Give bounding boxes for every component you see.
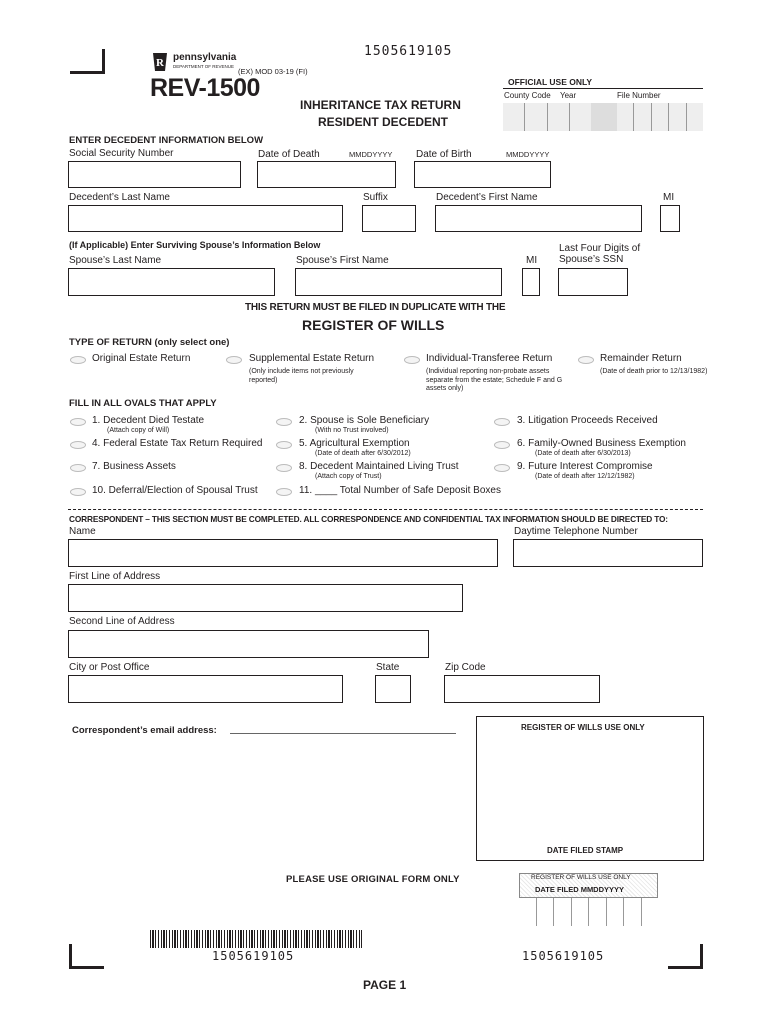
addr1-input[interactable] [68, 584, 463, 612]
original-form-notice: PLEASE USE ORIGINAL FORM ONLY [286, 874, 460, 885]
email-input-line[interactable] [230, 733, 456, 734]
item-7-oval[interactable] [70, 464, 86, 472]
addr2-label: Second Line of Address [69, 616, 175, 627]
small-register-title: REGISTER OF WILLS USE ONLY [531, 874, 631, 881]
barcode-text: 1505619105 [212, 949, 295, 963]
spouse-mi-label: MI [526, 255, 538, 266]
item-5-note: (Date of death after 6/30/2012) [315, 450, 411, 457]
official-use-boxes [503, 103, 703, 131]
item-6-oval[interactable] [494, 441, 510, 449]
official-use-rule [503, 88, 703, 89]
item-3-label: 3. Litigation Proceeds Received [517, 415, 658, 426]
corner-mark-bottom-left [69, 944, 104, 969]
year-label: Year [560, 91, 577, 100]
date-filed-stamp: DATE FILED STAMP [547, 846, 624, 855]
individual-transferee-label: Individual-Transferee Return [426, 353, 553, 364]
correspondent-title: CORRESPONDENT – THIS SECTION MUST BE COMPLETED. ALL CORRESPONDENCE AND CONFIDENTIAL TAX INFORMATION SHOULD BE DIRECTED TO: [69, 514, 668, 524]
spouse-mi-input[interactable] [522, 268, 540, 296]
register-of-wills-heading: REGISTER OF WILLS [302, 317, 445, 333]
keystone-icon [150, 52, 170, 72]
dob-label: Date of Birth [416, 149, 472, 160]
item-11-label: 11. ____ Total Number of Safe Deposit Boxes [299, 485, 501, 496]
date-filed-label: DATE FILED MMDDYYYY [535, 885, 625, 894]
item-8-label: 8. Decedent Maintained Living Trust [299, 461, 459, 472]
city-label: City or Post Office [69, 662, 150, 673]
phone-label: Daytime Telephone Number [514, 526, 638, 537]
file-number-label: File Number [617, 91, 661, 100]
name-input[interactable] [68, 539, 498, 567]
supplemental-return-note: (Only include items not previously reported) [249, 368, 354, 384]
form-title-line1: INHERITANCE TAX RETURN [300, 98, 461, 112]
item-6-note: (Date of death after 6/30/2013) [535, 450, 631, 457]
spouse-first-name-label: Spouse’s First Name [296, 255, 389, 266]
individual-transferee-oval[interactable] [404, 356, 420, 364]
page-number: PAGE 1 [363, 978, 407, 992]
county-code-label: County Code [504, 91, 551, 100]
spouse-ssn-label-1: Last Four Digits of [559, 243, 641, 254]
addr2-input[interactable] [68, 630, 429, 658]
decedent-first-name-input[interactable] [435, 205, 642, 232]
suffix-input[interactable] [362, 205, 416, 232]
decedent-first-name-label: Decedent’s First Name [436, 192, 538, 203]
state-label: State [376, 662, 400, 673]
state-input[interactable] [375, 675, 411, 703]
item-9-label: 9. Future Interest Compromise [517, 461, 653, 472]
item-1-note: (Attach copy of Will) [107, 427, 170, 434]
correspondent-rule [68, 509, 703, 511]
decedent-last-name-label: Decedent’s Last Name [69, 192, 170, 203]
item-5-label: 5. Agricultural Exemption [299, 438, 410, 449]
dod-label: Date of Death [258, 149, 320, 160]
remainder-return-label: Remainder Return [600, 353, 682, 364]
email-label: Correspondent’s email address: [72, 725, 217, 736]
ssn-input[interactable] [68, 161, 241, 188]
item-8-oval[interactable] [276, 464, 292, 472]
date-of-birth-input[interactable] [414, 161, 551, 188]
individual-transferee-note: (Individual reporting non-probate assets separate from the estate; Schedule F and G assets only) [426, 368, 563, 392]
supplemental-return-oval[interactable] [226, 356, 242, 364]
addr1-label: First Line of Address [69, 571, 161, 582]
remainder-return-note: (Date of death prior to 12/13/1982) [600, 368, 708, 375]
form-number: REV-1500 [150, 74, 260, 102]
decedent-section-title: ENTER DECEDENT INFORMATION BELOW [69, 135, 264, 146]
ovals-title: FILL IN ALL OVALS THAT APPLY [69, 398, 217, 409]
item-4-oval[interactable] [70, 441, 86, 449]
top-barcode-number: 1505619105 [364, 44, 453, 59]
item-6-label: 6. Family-Owned Business Exemption [517, 438, 686, 449]
barcode [150, 930, 362, 948]
spouse-first-name-input[interactable] [295, 268, 502, 296]
item-10-oval[interactable] [70, 488, 86, 496]
ssn-label: Social Security Number [69, 148, 174, 159]
corner-mark-bottom-right [668, 944, 703, 969]
form-title-line2: RESIDENT DECEDENT [318, 115, 449, 129]
item-7-label: 7. Business Assets [92, 461, 176, 472]
corner-mark-top-left [70, 49, 105, 74]
spouse-ssn-input[interactable] [558, 268, 628, 296]
item-1-oval[interactable] [70, 418, 86, 426]
supplemental-return-label: Supplemental Estate Return [249, 353, 375, 364]
city-input[interactable] [68, 675, 343, 703]
item-1-label: 1. Decedent Died Testate [92, 415, 205, 426]
item-10-label: 10. Deferral/Election of Spousal Trust [92, 485, 258, 496]
zip-input[interactable] [444, 675, 600, 703]
item-9-note: (Date of death after 12/12/1982) [535, 473, 635, 480]
item-3-oval[interactable] [494, 418, 510, 426]
logo-sub: DEPARTMENT OF REVENUE [173, 64, 235, 69]
item-11-oval[interactable] [276, 488, 292, 496]
item-2-oval[interactable] [276, 418, 292, 426]
name-label: Name [69, 526, 96, 537]
date-of-death-input[interactable] [257, 161, 396, 188]
original-return-label: Original Estate Return [92, 353, 191, 364]
return-type-title: TYPE OF RETURN (only select one) [69, 337, 230, 348]
bottom-right-number: 1505619105 [522, 949, 605, 963]
decedent-mi-label: MI [663, 192, 675, 203]
spouse-ssn-label-2: Spouse’s SSN [559, 254, 624, 265]
decedent-last-name-input[interactable] [68, 205, 343, 232]
remainder-return-oval[interactable] [578, 356, 594, 364]
suffix-label: Suffix [363, 192, 388, 203]
spouse-last-name-label: Spouse’s Last Name [69, 255, 162, 266]
register-use-box [476, 716, 704, 861]
filing-notice: THIS RETURN MUST BE FILED IN DUPLICATE WITH THE [245, 302, 506, 313]
official-use-title: OFFICIAL USE ONLY [508, 77, 593, 87]
item-5-oval[interactable] [276, 441, 292, 449]
item-4-label: 4. Federal Estate Tax Return Required [92, 438, 263, 449]
spouse-section-title: (If Applicable) Enter Surviving Spouse’s Information Below [69, 240, 321, 250]
date-filed-boxes[interactable] [519, 897, 658, 926]
item-2-label: 2. Spouse is Sole Beneficiary [299, 415, 430, 426]
item-9-oval[interactable] [494, 464, 510, 472]
svg-text:R: R [156, 57, 164, 69]
logo-name: pennsylvania [173, 52, 237, 63]
item-8-note: (Attach copy of Trust) [315, 473, 382, 480]
decedent-mi-input[interactable] [660, 205, 680, 232]
register-use-title: REGISTER OF WILLS USE ONLY [521, 723, 645, 732]
dob-format: MMDDYYYY [506, 150, 550, 159]
spouse-last-name-input[interactable] [68, 268, 275, 296]
dod-format: MMDDYYYY [349, 150, 393, 159]
item-2-note: (With no Trust involved) [315, 427, 389, 434]
zip-label: Zip Code [445, 662, 486, 673]
phone-input[interactable] [513, 539, 703, 567]
form-mod: (EX) MOD 03-19 (FI) [238, 67, 308, 76]
original-return-oval[interactable] [70, 356, 86, 364]
